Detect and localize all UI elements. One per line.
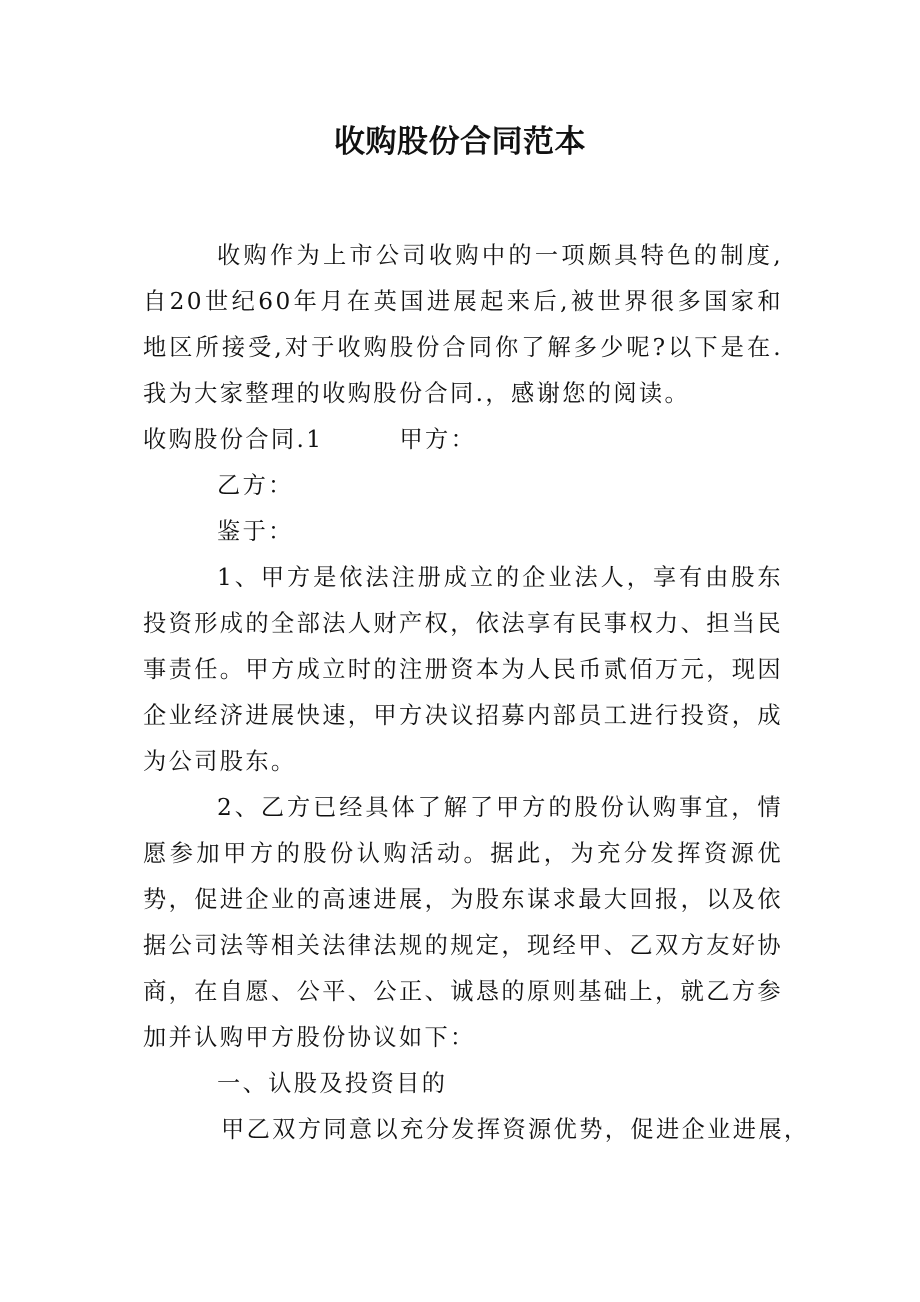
whereas-label: 鉴于： [217, 518, 294, 545]
clause-2-paragraph: 2、乙方已经具体了解了甲方的股份认购事宜，情愿参加甲方的股份认购活动。据此，为充分发挥资源优势，促进企业的高速进展，为股东谋求最大回报，以及依据公司法等相关法律法规的规定，现经甲、乙双方友好协商，在自愿、公平、公正、诚恳的原则基础上，就乙方参加并认购甲方股份协议如下： [143, 794, 783, 1051]
section-1-paragraph: 甲乙双方同意以充分发挥资源优势，促进企业进展， [221, 1116, 810, 1143]
document-title: 收购股份合同范本 [334, 124, 586, 160]
contract-heading: 收购股份合同.1 [143, 426, 324, 453]
intro-paragraph: 收购作为上市公司收购中的一项颇具特色的制度,自20世纪60年月在英国进展起来后,被世界很多国家和地区所接受,对于收购股份合同你了解多少呢?以下是在.我为大家整理的收购股份合同.，感谢您的阅读。 [143, 242, 783, 407]
contract-heading-line [143, 417, 783, 463]
party-b-label: 乙方： [217, 472, 294, 499]
section-1-heading: 一、认股及投资目的 [217, 1070, 448, 1097]
party-a-label: 甲方： [399, 426, 477, 453]
document-body [143, 233, 810, 1153]
clause-1-paragraph: 1、甲方是依法注册成立的企业法人，享有由股东投资形成的全部法人财产权，依法享有民事权力、担当民事责任。甲方成立时的注册资本为人民币贰佰万元，现因企业经济进展快速，甲方决议招募内部员工进行投资，成为公司股东。 [143, 564, 783, 775]
